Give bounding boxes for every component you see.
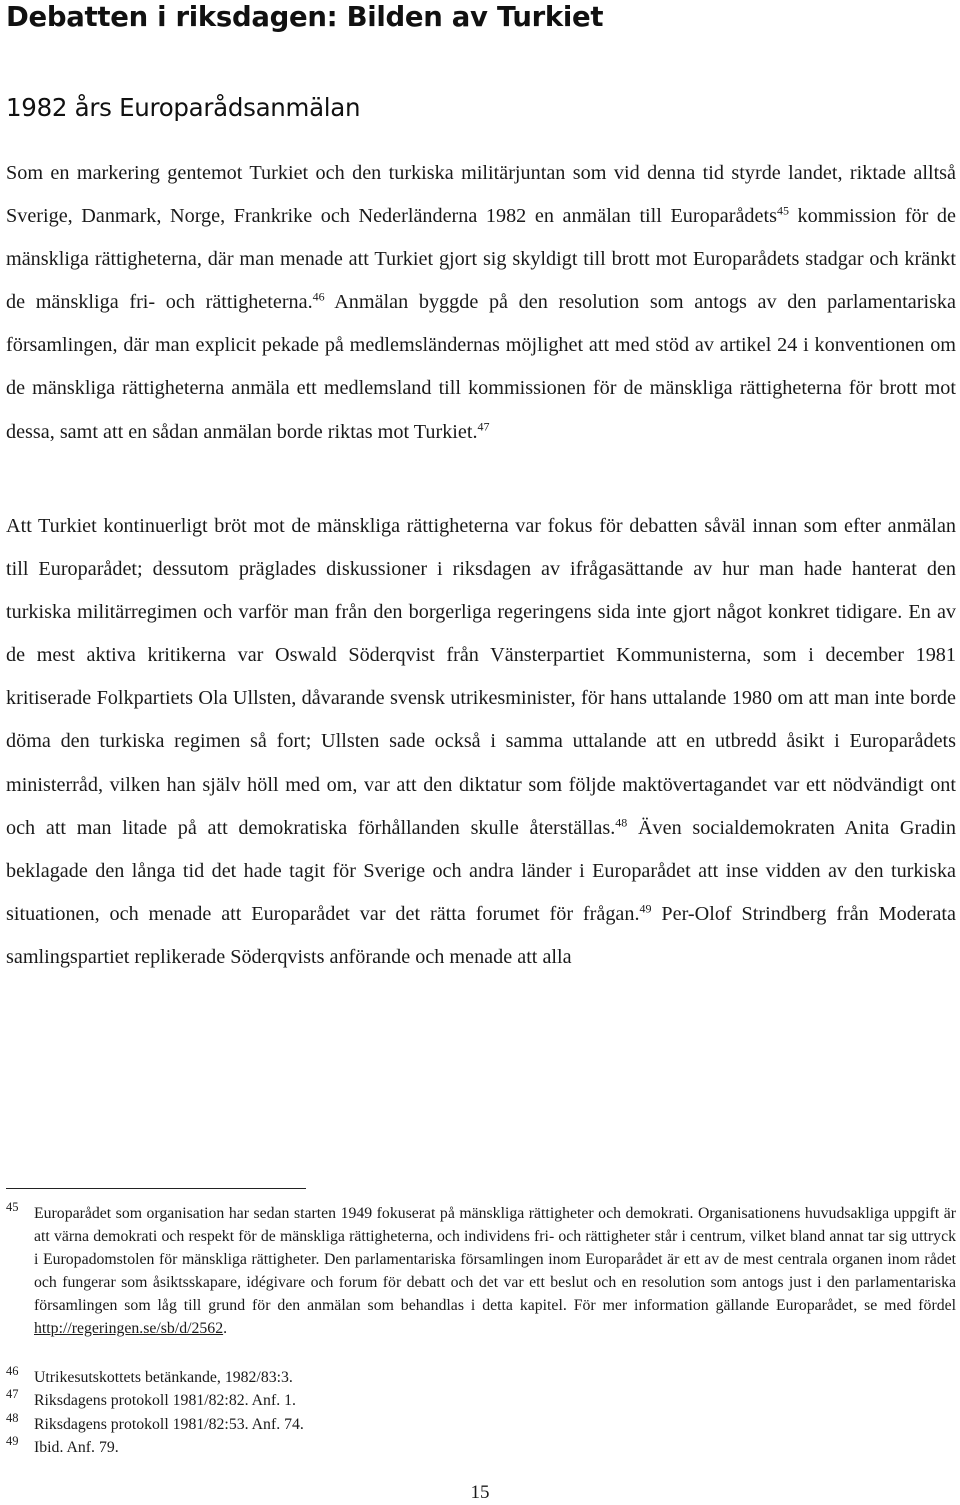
page-number: 15 — [470, 1482, 490, 1503]
footnote-number: 48 — [6, 1411, 19, 1425]
footnote-ref-47[interactable]: 47 — [477, 419, 490, 434]
paragraph-text: Anmälan byggde på den resolution som antogs av den parlamentariska församlingen, där man explicit pekade på medlemsländernas möjlighet att med stöd av artikel 24 i konventionen om de mänskliga rättigheterna anmäla ett medlemsland till kommissionen för de mänskliga rättigheterna för brott mot dessa, samt att en sådan anmälan borde riktas mot Turkiet. — [6, 291, 956, 443]
footnote-ref-45[interactable]: 45 — [776, 203, 789, 218]
footnote-number: 49 — [6, 1434, 19, 1448]
footnote-ref-46[interactable]: 46 — [312, 289, 325, 304]
body-paragraph-2 — [6, 505, 956, 979]
paragraph-text: Som en markering gentemot Turkiet och den turkiska militärjuntan som vid denna tid styrde landet, riktade alltså Sverige, Danmark, Norge, Frankrike och Nederländerna 1982 en anmälan till Europarådets — [6, 162, 956, 228]
footnote-number: 47 — [6, 1387, 19, 1401]
footnote-text: Utrikesutskottets betänkande, 1982/83:3. — [34, 1369, 293, 1386]
body-paragraph-1 — [6, 152, 956, 454]
footnote-text: Riksdagens protokoll 1981/82:53. Anf. 74. — [34, 1416, 304, 1433]
footnote-text: Ibid. Anf. 79. — [34, 1439, 119, 1456]
footnote-text — [34, 1202, 956, 1341]
footnote-number: 46 — [6, 1364, 19, 1378]
paragraph-text: Att Turkiet kontinuerligt bröt mot de mänskliga rättigheterna var fokus för debatten såväl innan som efter anmälan till Europarådet; dessutom präglades diskussioner i riksdagen av ifrågasättande av hur man hade hanterat den turkiska militärregimen och varför man från den borgerliga regeringens sida inte gjort något konkret tidigare. En av de mest aktiva kritikerna var Oswald Söderqvist från Vänsterpartiet Kommunisterna, som i december 1981 kritiserade Folkpartiets Ola Ullsten, dåvarande svensk utrikesminister, för hans uttalande 1980 om att man inte borde döma den turkiska regimen så fort; Ullsten sade också i samma uttalande att en utbredd åsikt i Europarådets ministerråd, vilken han själv höll med om, var att den diktatur som följde maktövertagandet var ett nödvändigt ont och att man litade på att demokratiska förhållanden skulle återställas. — [6, 515, 956, 839]
footnote-47 — [6, 1389, 956, 1412]
footnote-link[interactable]: http://regeringen.se/sb/d/2562 — [34, 1320, 224, 1338]
footnote-number: 45 — [6, 1200, 19, 1214]
footnote-text-body: Europarådet som organisation har sedan starten 1949 fokuserat på mänskliga rättigheter och demokrati. Organisationens huvudsakliga uppgift är att värna demokrati och respekt för de mänskliga rättigheterna, och individens fri- och rättigheter står i centrum, vilket bland annat tar sig uttryck i Europadomstolen för mänskliga rättigheter. Den parlamentariska församlingen inom Europarådet är ett av de mest centrala organen inom rådet och fungerar som åsiktsskapare, idégivare och forum för debatt och det var ett beslut och en resolution som antogs just i den parlamentariska församlingen som låg till grund för den anmälan som behandlas i detta kapitel. För mer information gällande Europarådet, se med fördel — [34, 1205, 956, 1315]
footnote-ref-48[interactable]: 48 — [615, 815, 628, 830]
footnote-ref-49[interactable]: 49 — [639, 901, 652, 916]
footnote-45 — [6, 1202, 956, 1341]
paragraph-text: Även socialdemokraten Anita Gradin beklagade den långa tid det hade tagit för Sverige och andra länder i Europarådet att inse vidden av den turkiska situationen, och menade att Europarådet var det rätta forumet för frågan. — [6, 816, 956, 925]
footnote-separator — [6, 1188, 306, 1189]
paragraph-text: Per-Olof Strindberg från Moderata samlingspartiet replikerade Söderqvists anförande och menade att alla — [6, 902, 956, 968]
paragraph-text: kommission för de mänskliga rättigheterna, där man menade att Turkiet gjort sig skyldigt till brott mot Europarådets stadgar och kränkt de mänskliga fri- och rättigheterna. — [6, 205, 956, 314]
section-heading: 1982 års Europarådsanmälan — [6, 93, 361, 122]
footnote-text-end: . — [223, 1320, 228, 1338]
footnote-text: Riksdagens protokoll 1981/82:82. Anf. 1. — [34, 1392, 296, 1409]
footnote-49 — [6, 1436, 956, 1459]
footnote-46 — [6, 1366, 956, 1389]
page-title: Debatten i riksdagen: Bilden av Turkiet — [6, 1, 604, 33]
footnote-48 — [6, 1413, 956, 1436]
